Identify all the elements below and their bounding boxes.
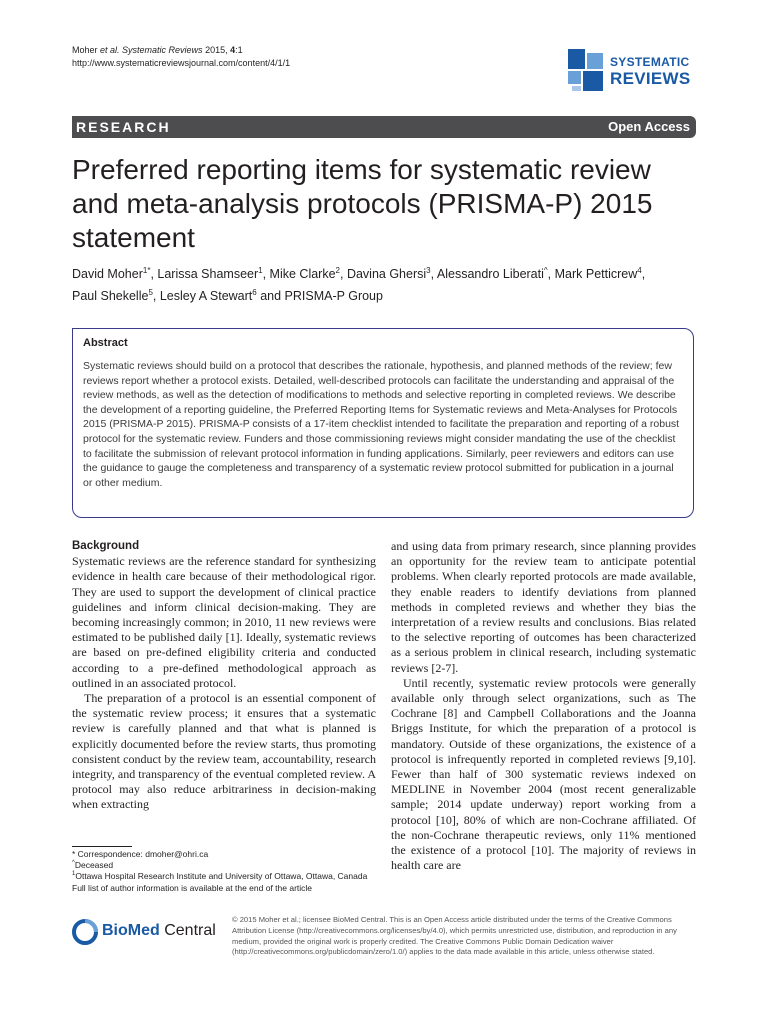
body-right-column	[391, 539, 696, 873]
author[interactable]: Mark Petticrew$^4$	[554, 265, 642, 281]
author-group: and PRISMA-P Group	[260, 289, 383, 303]
open-access-badge: Open Access	[608, 119, 690, 134]
citation-year: 2015,	[202, 45, 231, 55]
body-paragraph: Until recently, systematic review protocols were generally available only through select organizations, such as The Cochrane [8] and Campbell Collaborations and the Joanna Briggs Institute, for which the preparation of a protocol is mandatory. Outside of these organizations, the existence of a protocol is infrequently reported in completed reviews [9,10]. Fewer than half of 300 systematic reviews indexed on MEDLINE in November 2004 (most recent generalizable sample; 2014 update underway) report working from a protocol [10], 80% of which are non-Cochrane affiliated. Of the non-Cochrane therapeutic reviews, only 11% mentioned the existence of a protocol [10]. The majority of reviews in health care are	[391, 675, 696, 873]
body-paragraph: Systematic reviews are the reference standard for synthesizing evidence in health care because of their methodological rigor. They are used to support the development of clinical practice guidelines and inform clinical decision-making. They are becoming increasingly common; in 2010, 11 new reviews were estimated to be published daily [1]. Ideally, systematic reviews are based on pre-defined eligibility criteria and conducted according to a pre-defined methodological approach as outlined in an associated protocol.	[72, 554, 376, 690]
abstract-box	[72, 328, 694, 518]
background-heading: Background	[72, 540, 140, 552]
biomed-central-logo	[72, 918, 222, 948]
author[interactable]: Paul Shekelle$^5$	[72, 287, 153, 303]
body-paragraph: and using data from primary research, since planning provides an opportunity for the review team to anticipate potential problems. When clearly reported protocols are made available, they enable readers to identify deviations from planned methods in completed reviews and whether they bias the interpretation of a review results and conclusions. Bias related to the selective reporting of outcomes has been characterized as a serious problem in clinical research, including systematic reviews [2-7].	[391, 539, 696, 675]
footnotes	[72, 849, 372, 894]
deceased-note: ^Deceased	[72, 860, 114, 871]
abstract-heading: Abstract	[83, 337, 128, 349]
article-title: Preferred reporting items for systematic review and meta-analysis protocols (PRISMA-P) 2015 statement	[72, 154, 653, 253]
publisher-name: BioMed Central	[102, 922, 216, 939]
author[interactable]: Alessandro Liberati^	[436, 265, 548, 281]
journal-logo-line2: REVIEWS	[610, 69, 691, 88]
footnote-divider	[72, 846, 132, 847]
author-list: David Moher$^{1*}$, Larissa Shamseer$^1$, Mike Clarke$^2$, Davina Ghersi$^3$, Alessandro Liberati^, Mark Petticrew$^4$, Paul Shekelle$^5$, Lesley A Stewart$^6$ and PRISMA-P Group	[72, 265, 646, 303]
citation-etal: et al.	[100, 45, 120, 55]
license-text: © 2015 Moher et al.; licensee BioMed Central. This is an Open Access article distributed under the terms of the Creative Commons Attribution License (http://creativecommons.org/licenses/by/4.0), which permits unrestricted use, distribution, and reproduction in any medium, provided the original work is properly credited. The Creative Commons Public Domain Dedication waiver (http://creativecommons.org/publicdomain/zero/1.0/) applies to the data made available in this article, unless otherwise stated.	[232, 915, 677, 957]
author-info-note: Full list of author information is available at the end of the article	[72, 882, 313, 893]
journal-logo-icon	[566, 47, 606, 93]
citation-authors: Moher	[72, 45, 101, 55]
author[interactable]: Lesley A Stewart$^6$	[159, 287, 257, 303]
affiliation-note: $^1$Ottawa Hospital Research Institute and University of Ottawa, Ottawa, Canada	[72, 871, 368, 882]
citation-header	[72, 44, 290, 70]
author[interactable]: Mike Clarke$^2$	[269, 265, 340, 281]
citation-page: :1	[235, 45, 243, 55]
author[interactable]: Larissa Shamseer$^1$	[157, 265, 263, 281]
body-left-column	[72, 539, 376, 813]
author[interactable]: David Moher$^{1*}$	[72, 265, 151, 281]
body-paragraph: The preparation of a protocol is an essential component of the systematic review process; it ensures that a systematic review is carefully planned and that what is planned is explicitly documented before the review starts, thus promoting consistent conduct by the review team, accountability, research integrity, and transparency of the eventual completed review. A protocol may also reduce arbitrariness in decision-making when extracting	[72, 691, 376, 812]
author[interactable]: Davina Ghersi$^3$	[346, 265, 431, 281]
article-url[interactable]: http://www.systematicreviewsjournal.com/content/4/1/1	[72, 58, 291, 68]
biomed-central-icon	[72, 919, 98, 945]
journal-logo	[566, 47, 696, 93]
citation-line	[72, 44, 290, 57]
citation-journal: Systematic Reviews	[119, 45, 203, 55]
citation-volume: 4	[230, 45, 236, 55]
section-bar	[72, 116, 696, 138]
section-label: RESEARCH	[76, 119, 171, 135]
abstract-text: Systematic reviews should build on a protocol that describes the rationale, hypothesis, and planned methods of the review; few reviews report whether a protocol exists. Detailed, well-described protocols can facilitate the understanding and appraisal of the review methods, as well as the detection of modifications to methods and selective reporting in completed reviews. We describe the development of a reporting guideline, the Preferred Reporting Items for Systematic reviews and Meta-Analyses for Protocols 2015 (PRISMA-P 2015). PRISMA-P consists of a 17-item checklist intended to facilitate the preparation and reporting of a robust protocol for the systematic review. Funders and those commissioning reviews might consider mandating the use of the checklist to facilitate the submission of relevant protocol information in funding applications. Similarly, peer reviewers and editors can use the guidance to gauge the completeness and transparency of a systematic review protocol submitted for publication in a journal or other medium.	[83, 360, 680, 489]
correspondence-note[interactable]: * Correspondence: dmoher@ohri.ca	[72, 849, 209, 859]
journal-logo-line1: SYSTEMATIC	[610, 55, 690, 69]
